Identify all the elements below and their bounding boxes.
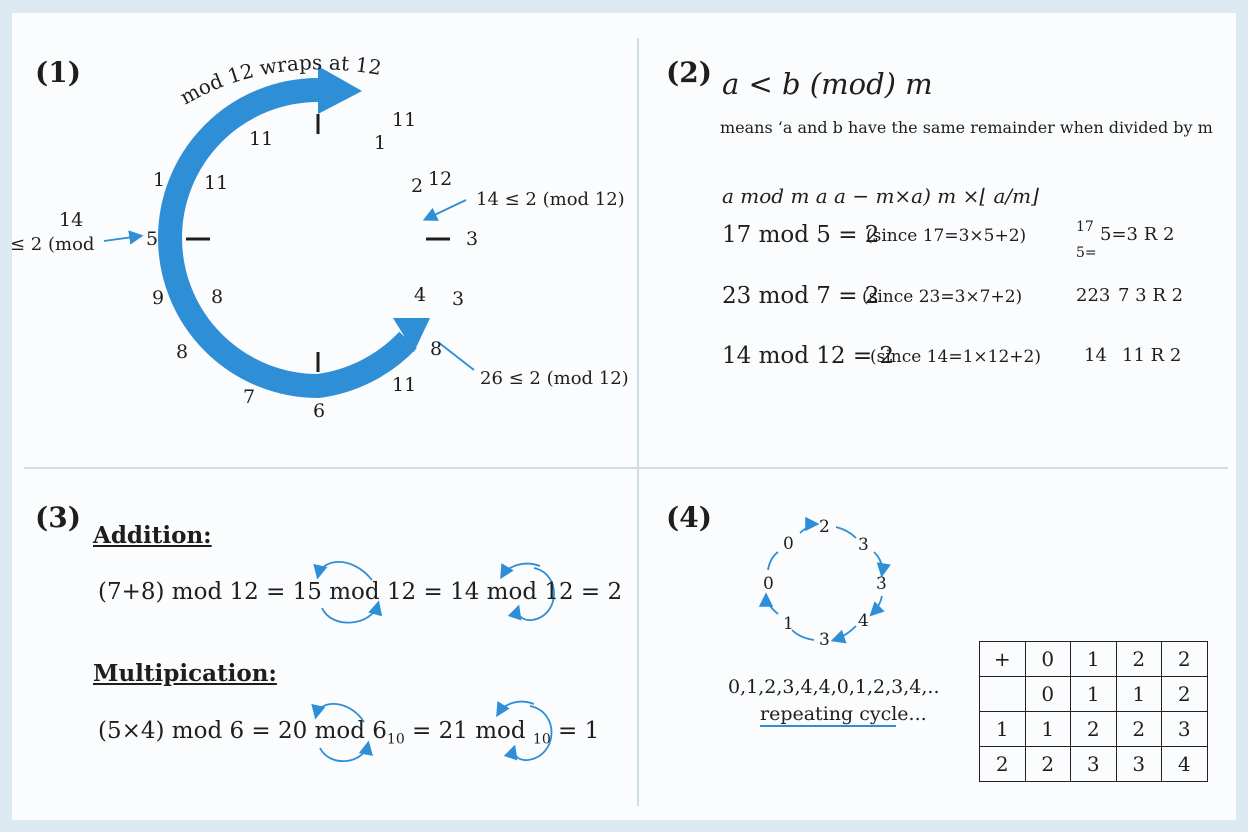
cycle-number: 3 — [858, 535, 869, 555]
clock-number: 9 — [152, 287, 165, 309]
addition-arrow-1 — [318, 562, 372, 580]
table-cell: 1 — [1071, 642, 1117, 677]
table-cell: 2 — [1025, 747, 1071, 782]
table-cell: 2 — [1162, 642, 1208, 677]
addition-eq-part-b: = 14 mod 12 = 2 — [416, 579, 623, 605]
clock-number: 7 — [243, 386, 256, 408]
table-cell: 0 — [1025, 642, 1071, 677]
example-2-main: 23 mod 7 = 2 — [722, 283, 880, 309]
example-2-note: (since 23=3×7+2) — [862, 287, 1023, 307]
panel-4-label: (4) — [666, 501, 712, 534]
mult-eq-part-b: = 21 mod — [404, 718, 533, 744]
callout-right-top: 14 ≤ 2 (mod 12) — [476, 189, 625, 210]
multiplication-arrow-4 — [498, 702, 534, 714]
clock-number: 11 — [249, 128, 274, 150]
table-row — [980, 712, 1208, 747]
clock-number: 4 — [414, 284, 427, 306]
multiplication-heading: Multipication: — [93, 660, 277, 687]
addition-heading: Addition: — [93, 522, 212, 549]
callout-pointer-right-top — [426, 200, 466, 219]
table-row — [980, 642, 1208, 677]
cycle-number: 0 — [783, 534, 794, 554]
clock-number: 1 — [153, 169, 166, 191]
cycle-arrow-top-right — [836, 527, 856, 538]
general-formula: a mod m a a − m×a) m ×⌊ a/m⌋ — [722, 184, 1039, 208]
mult-eq-part-c: = 1 — [550, 718, 600, 744]
cycle-number: 1 — [783, 614, 794, 634]
callout-pointer-left — [104, 236, 140, 241]
example-2-division-rest: 7 3 R 2 — [1118, 285, 1184, 306]
cycle-number: 3 — [819, 630, 830, 650]
cycle-sequence: 0,1,2,3,4,4,0,1,2,3,4,.. — [728, 676, 940, 698]
addition-arrow-2 — [322, 604, 378, 623]
table-cell: 1 — [1116, 677, 1162, 712]
multiplication-equation — [98, 720, 599, 747]
example-1-main: 17 mod 5 = 2 — [722, 222, 880, 248]
panel-2-label: (2) — [666, 56, 712, 89]
addition-arrow-4 — [502, 564, 540, 576]
table-cell: 3 — [1162, 712, 1208, 747]
clock-number: 6 — [313, 400, 326, 422]
mult-eq-part-a: (5×4) mod 6 = 20 mod 6 — [98, 718, 387, 744]
example-2-division: 223 — [1076, 285, 1111, 306]
table-cell: 2 — [980, 747, 1026, 782]
table-row — [980, 677, 1208, 712]
clock-number: 11 — [392, 374, 417, 396]
clock-number: 5 — [146, 228, 159, 250]
example-1-note: (since 17=3×5+2) — [866, 226, 1027, 246]
clock-number: 11 — [204, 172, 229, 194]
callout-left-line2: ≤ 2 (mod — [10, 234, 95, 255]
clock-number: 2 — [411, 175, 424, 197]
table-cell: 1 — [1071, 677, 1117, 712]
clock-number: 12 — [428, 168, 453, 190]
clock-number: 3 — [452, 288, 465, 310]
definition-text: means ‘a and b have the same remainder when divided by m — [720, 118, 1213, 137]
table-cell: 3 — [1071, 747, 1117, 782]
table-cell: 1 — [980, 712, 1026, 747]
example-1-division-rest: 5=3 R 2 — [1100, 224, 1175, 245]
cycle-number: 3 — [876, 574, 887, 594]
table-cell: 4 — [1162, 747, 1208, 782]
example-1-division-bottom: 5= — [1076, 245, 1097, 261]
cycle-arrow-bottom-right — [872, 596, 882, 614]
table-row — [980, 747, 1208, 782]
clock-number: 1 — [374, 132, 387, 154]
clock-number: 3 — [466, 228, 479, 250]
cycle-arrow-top-left — [768, 552, 778, 570]
cycle-arrow-bottom — [834, 626, 856, 640]
example-1-division-top: 17 — [1076, 219, 1094, 235]
clock-number: 8 — [176, 341, 189, 363]
table-cell — [980, 677, 1026, 712]
cycle-number: 4 — [858, 611, 869, 631]
mult-eq-sub2: 10 — [532, 731, 551, 748]
callout-left-line1: 14 — [59, 209, 84, 231]
table-cell: 3 — [1116, 747, 1162, 782]
panel-3-label: (3) — [35, 501, 81, 534]
table-cell: 1 — [1025, 712, 1071, 747]
callout-right-bottom: 26 ≤ 2 (mod 12) — [480, 368, 629, 389]
clock-number: 8 — [211, 286, 224, 308]
addition-equation — [98, 581, 622, 604]
cycle-caption: repeating cycle... — [760, 703, 927, 725]
callout-pointer-right-bottom — [438, 342, 474, 370]
example-3-division: 14 — [1084, 345, 1107, 366]
mult-eq-sub1: 10 — [386, 731, 405, 748]
cycle-arrow-right — [874, 552, 882, 574]
cycle-arrow-bottom-left — [792, 630, 814, 640]
clock-number: 8 — [430, 338, 443, 360]
table-cell: 2 — [1162, 677, 1208, 712]
addition-table — [979, 641, 1208, 782]
cycle-arrow-top — [800, 524, 816, 533]
example-3-note: (since 14=1×12+2) — [870, 347, 1041, 367]
cycle-arrow-left — [766, 596, 778, 614]
cycle-number: 0 — [763, 574, 774, 594]
cycle-number: 2 — [819, 517, 830, 537]
table-cell: 0 — [1025, 677, 1071, 712]
example-3-division-rest: 11 R 2 — [1122, 345, 1182, 366]
arc-caption: mod 12 wraps at 12 — [175, 50, 384, 110]
congruence-title: a < b (mod) m — [722, 67, 933, 101]
table-cell: + — [980, 642, 1026, 677]
table-cell: 2 — [1071, 712, 1117, 747]
example-3-main: 14 mod 12 = 2 — [722, 343, 895, 369]
clock-number: 11 — [392, 109, 417, 131]
panel-1-label: (1) — [35, 56, 81, 89]
table-cell: 2 — [1116, 642, 1162, 677]
table-cell: 2 — [1116, 712, 1162, 747]
addition-eq-part-a: (7+8) mod 12 = 15 mod 12 — [98, 579, 417, 605]
